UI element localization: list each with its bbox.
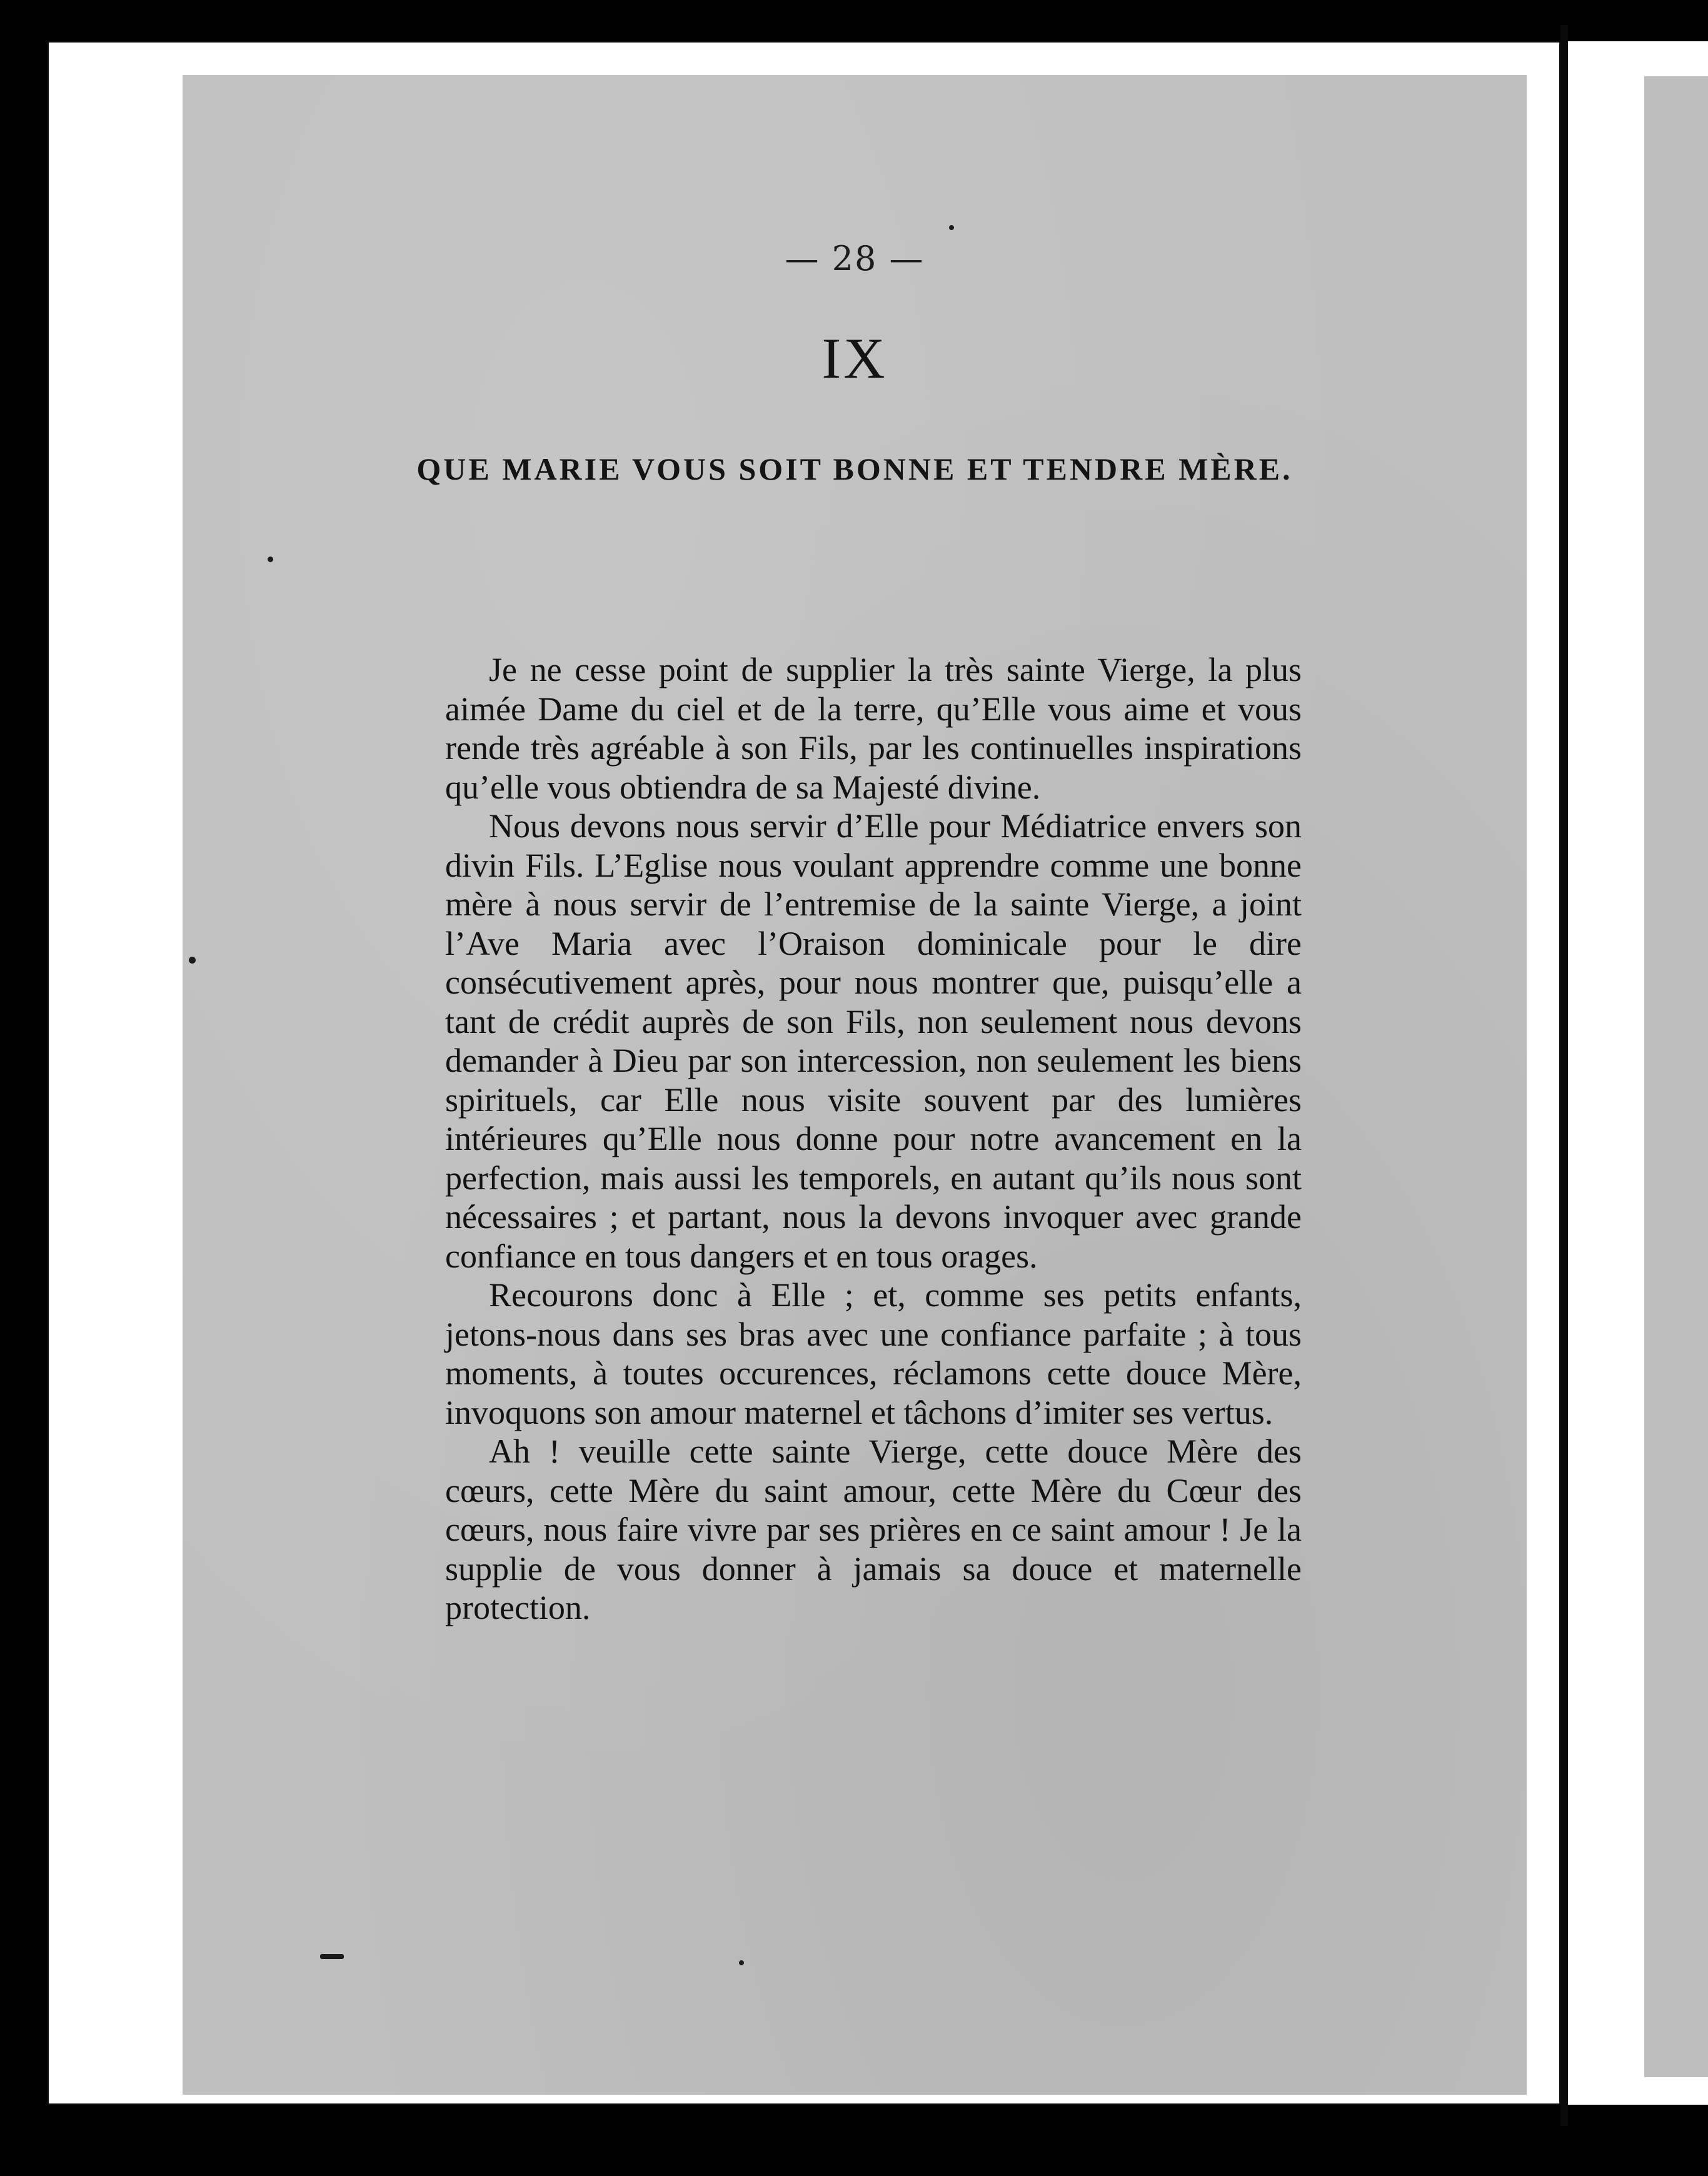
book-page xyxy=(183,75,1527,2095)
dust-speck xyxy=(268,557,273,562)
chapter-numeral: IX xyxy=(821,326,888,390)
dust-speck xyxy=(189,957,196,964)
body-text xyxy=(445,650,1302,1628)
paragraph-1: Je ne cesse point de supplier la très sainte Vierge, la plus aimée Dame du ciel et de la terre, qu’Elle vous aime et vous rende très agréable à son Fils, par les continuelles inspirations qu’elle vous obtiendra de sa Majesté divine. xyxy=(445,651,1302,806)
paragraph-2: Nous devons nous servir d’Elle pour Médiatrice envers son divin Fils. L’Eglise nous voulant apprendre comme une bonne mère à nous servir de l’entremise de la sainte Vierge, a joint l’Ave Maria avec l’Oraison dominicale pour le dire consécutivement après, pour nous montrer que, puisqu’elle a tant de crédit auprès de son Fils, non seulement nous devons demander à Dieu par son intercession, non seulement les biens spirituels, car Elle nous visite souvent par des lumières intérieures qu’Elle nous donne pour notre avancement en la perfection, mais aussi les temporels, en autant qu’ils nous sont nécessaires ; et partant, nous la devons invoquer avec grande confiance en tous dangers et en tous orages. xyxy=(445,807,1302,1275)
gutter-line xyxy=(1560,25,1568,2126)
paragraph-4: Ah ! veuille cette sainte Vierge, cette douce Mère des cœurs, cette Mère du saint amour, cette Mère du Cœur des cœurs, nous faire vivre par ses prières en ce saint amour ! Je la supplie de vous donner à jamais sa douce et maternelle protection. xyxy=(445,1433,1302,1626)
facing-page-edge xyxy=(1644,76,1708,2077)
paragraph-3: Recourons donc à Elle ; et, comme ses petits enfants, jetons-nous dans ses bras avec une confiance parfaite ; à tous moments, à toutes occurences, réclamons cette douce Mère, invoquons son amour maternel et tâchons d’imiter ses vertus. xyxy=(445,1276,1302,1431)
chapter-title: QUE MARIE VOUS SOIT BONNE ET TENDRE MÈRE. xyxy=(416,451,1293,486)
page-number: — 28 — xyxy=(785,239,925,278)
dust-speck xyxy=(739,1960,744,1965)
dust-speck xyxy=(949,225,954,230)
dust-speck xyxy=(320,1954,344,1959)
